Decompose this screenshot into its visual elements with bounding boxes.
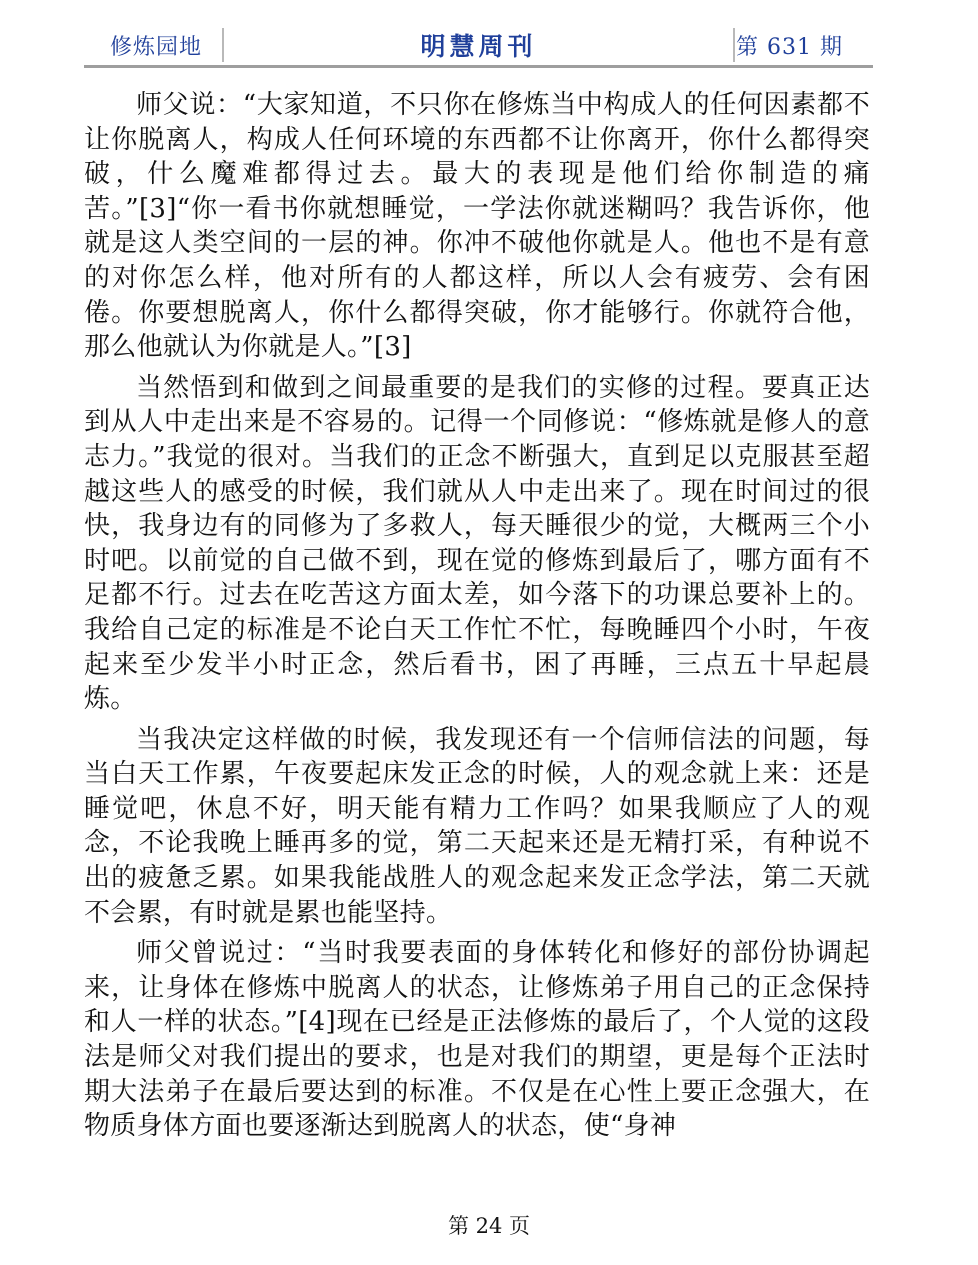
header-rule	[84, 65, 873, 68]
issue-number: 第 631 期	[736, 35, 843, 60]
paragraph: 师父说：“大家知道，不只你在修炼当中构成人的任何因素都不让你脱离人，构成人任何环境的东西都不让你离开，你什么都得突破，什么魔难都得过去。最大的表现是他们给你制造的痛苦。”[3]“你一看书你就想睡觉，一学法你就迷糊吗？我告诉你，他就是这人类空间的一层的神。你冲不破他你就是人。他也不是有意的对你怎么样，他对所有的人都这样，所以人会有疲劳、会有困倦。你要想脱离人，你什么都得突破，你才能够行。你就符合他，那么他就认为你就是人。”[3]	[84, 90, 870, 363]
header-divider-right	[733, 28, 735, 62]
section-name: 修炼园地	[110, 35, 203, 60]
page-header	[84, 22, 873, 68]
paragraph: 师父曾说过：“当时我要表面的身体转化和修好的部份协调起来，让身体在修炼中脱离人的状态，让修炼弟子用自己的正念保持和人一样的状态。”[4]现在已经是正法修炼的最后了，个人觉的这段法是师父对我们提出的要求，也是对我们的期望，更是每个正法时期大法弟子在最后要达到的标准。不仅是在心性上要正念强大，在物质身体方面也要逐渐达到脱离人的状态，使“身神	[84, 938, 870, 1142]
page-number: 第 24 页	[447, 1214, 531, 1238]
paragraph: 当我决定这样做的时候，我发现还有一个信师信法的问题，每当白天工作累，午夜要起床发正念的时候，人的观念就上来：还是睡觉吧，休息不好，明天能有精力工作吗？如果我顺应了人的观念，不论我晚上睡再多的觉，第二天起来还是无精打采，有种说不出的疲惫乏累。如果我能战胜人的观念起来发正念学法，第二天就不会累，有时就是累也能坚持。	[84, 724, 870, 928]
article-body	[84, 88, 870, 1150]
publication-title: 明慧周刊	[420, 32, 537, 61]
paragraph: 当然悟到和做到之间最重要的是我们的实修的过程。要真正达到从人中走出来是不容易的。记得一个同修说：“修炼就是修人的意志力。”我觉的很对。当我们的正念不断强大，直到足以克服甚至超越这些人的感受的时候，我们就从人中走出来了。现在时间过的很快，我身边有的同修为了多救人，每天睡很少的觉，大概两三个小时吧。以前觉的自己做不到，现在觉的修炼到最后了，哪方面有不足都不行。过去在吃苦这方面太差，如今落下的功课总要补上的。我给自己定的标准是不论白天工作忙不忙，每晚睡四个小时，午夜起来至少发半小时正念，然后看书，困了再睡，三点五十早起晨炼。	[84, 372, 870, 715]
